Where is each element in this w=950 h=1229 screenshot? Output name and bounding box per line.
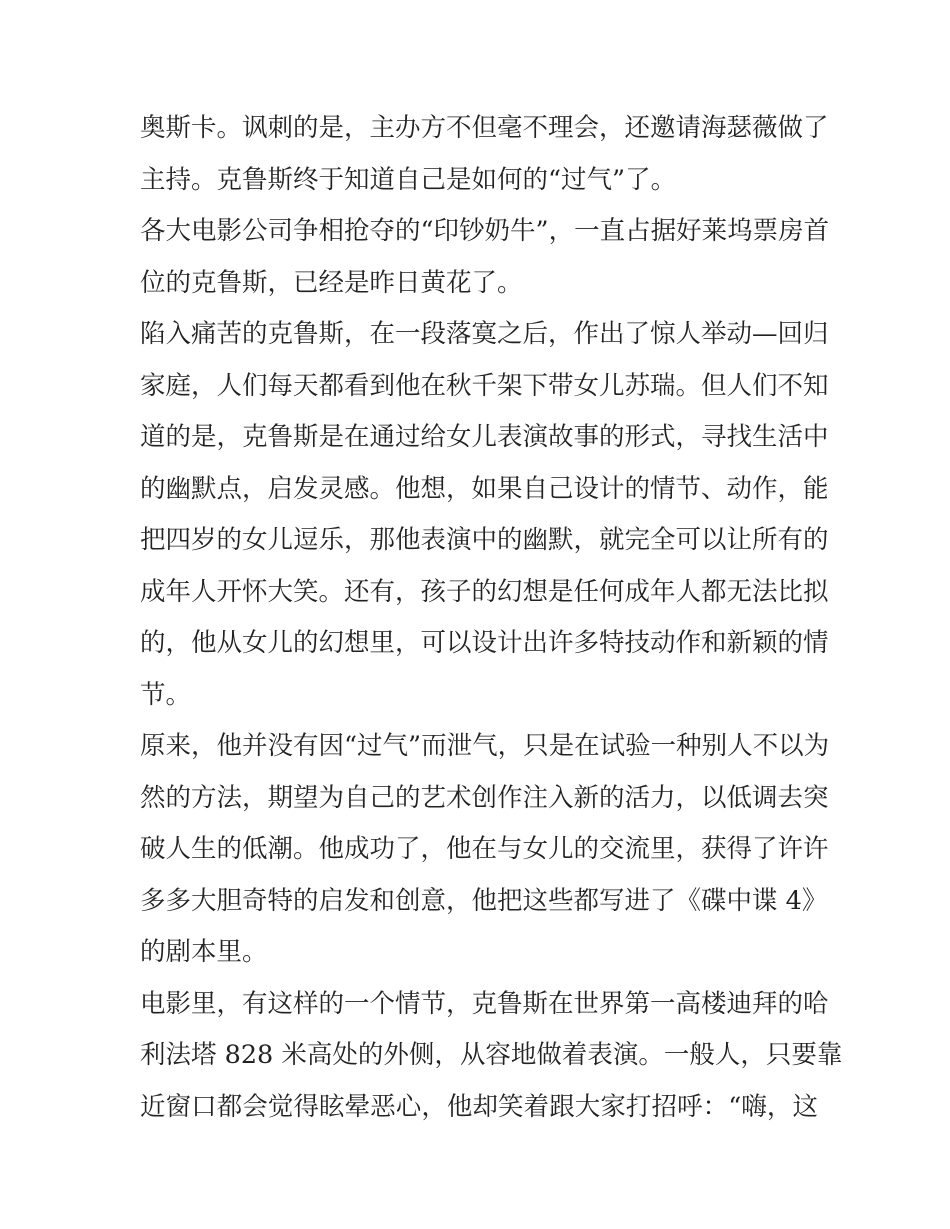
text-line: 利法塔 828 米高处的外侧，从容地做着表演。一般人，只要靠 <box>140 1040 843 1070</box>
document-body <box>140 103 843 1133</box>
text-line: 成年人开怀大笑。还有，孩子的幻想是任何成年人都无法比拟 <box>140 576 829 607</box>
text-line: 的剧本里。 <box>140 937 268 967</box>
paragraph <box>140 206 830 309</box>
text-line: 近窗口都会觉得眩晕恶心，他却笑着跟大家打招呼：“嗨，这 <box>140 1091 818 1122</box>
text-line: 家庭，人们每天都看到他在秋千架下带女儿苏瑞。但人们不知 <box>140 370 829 401</box>
text-line: 的幽默点，启发灵感。他想，如果自己设计的情节、动作，能 <box>140 473 829 504</box>
text-line: 把四岁的女儿逗乐，那他表演中的幽默，就完全可以让所有的 <box>140 525 829 555</box>
text-line: 多多大胆奇特的启发和创意，他把这些都写进了《碟中谍 4》 <box>140 885 828 916</box>
text-line: 然的方法，期望为自己的艺术创作注入新的活力，以低调去突 <box>140 782 829 813</box>
text-line: 节。 <box>140 679 192 710</box>
paragraph <box>140 721 830 979</box>
paragraph <box>140 309 829 721</box>
paragraph <box>140 103 829 206</box>
text-line: 位的克鲁斯，已经是昨日黄花了。 <box>140 267 523 298</box>
text-line: 主持。克鲁斯终于知道自己是如何的“过气”了。 <box>140 164 677 195</box>
text-line: 的，他从女儿的幻想里，可以设计出许多特技动作和新颖的情 <box>140 628 829 658</box>
text-line: 电影里，有这样的一个情节，克鲁斯在世界第一高楼迪拜的哈 <box>140 988 829 1019</box>
text-line: 原来，他并没有因“过气”而泄气，只是在试验一种别人不以为 <box>140 731 830 761</box>
text-line: 陷入痛苦的克鲁斯，在一段落寞之后，作出了惊人举动—回归 <box>140 319 829 349</box>
text-line: 各大电影公司争相抢夺的“印钞奶牛”，一直占据好莱坞票房首 <box>140 216 830 246</box>
text-line: 破人生的低潮。他成功了，他在与女儿的交流里，获得了许许 <box>140 834 829 864</box>
text-line: 道的是，克鲁斯是在通过给女儿表演故事的形式，寻找生活中 <box>140 422 829 452</box>
text-line: 奥斯卡。讽刺的是，主办方不但毫不理会，还邀请海瑟薇做了 <box>140 113 829 143</box>
paragraph <box>140 979 843 1134</box>
